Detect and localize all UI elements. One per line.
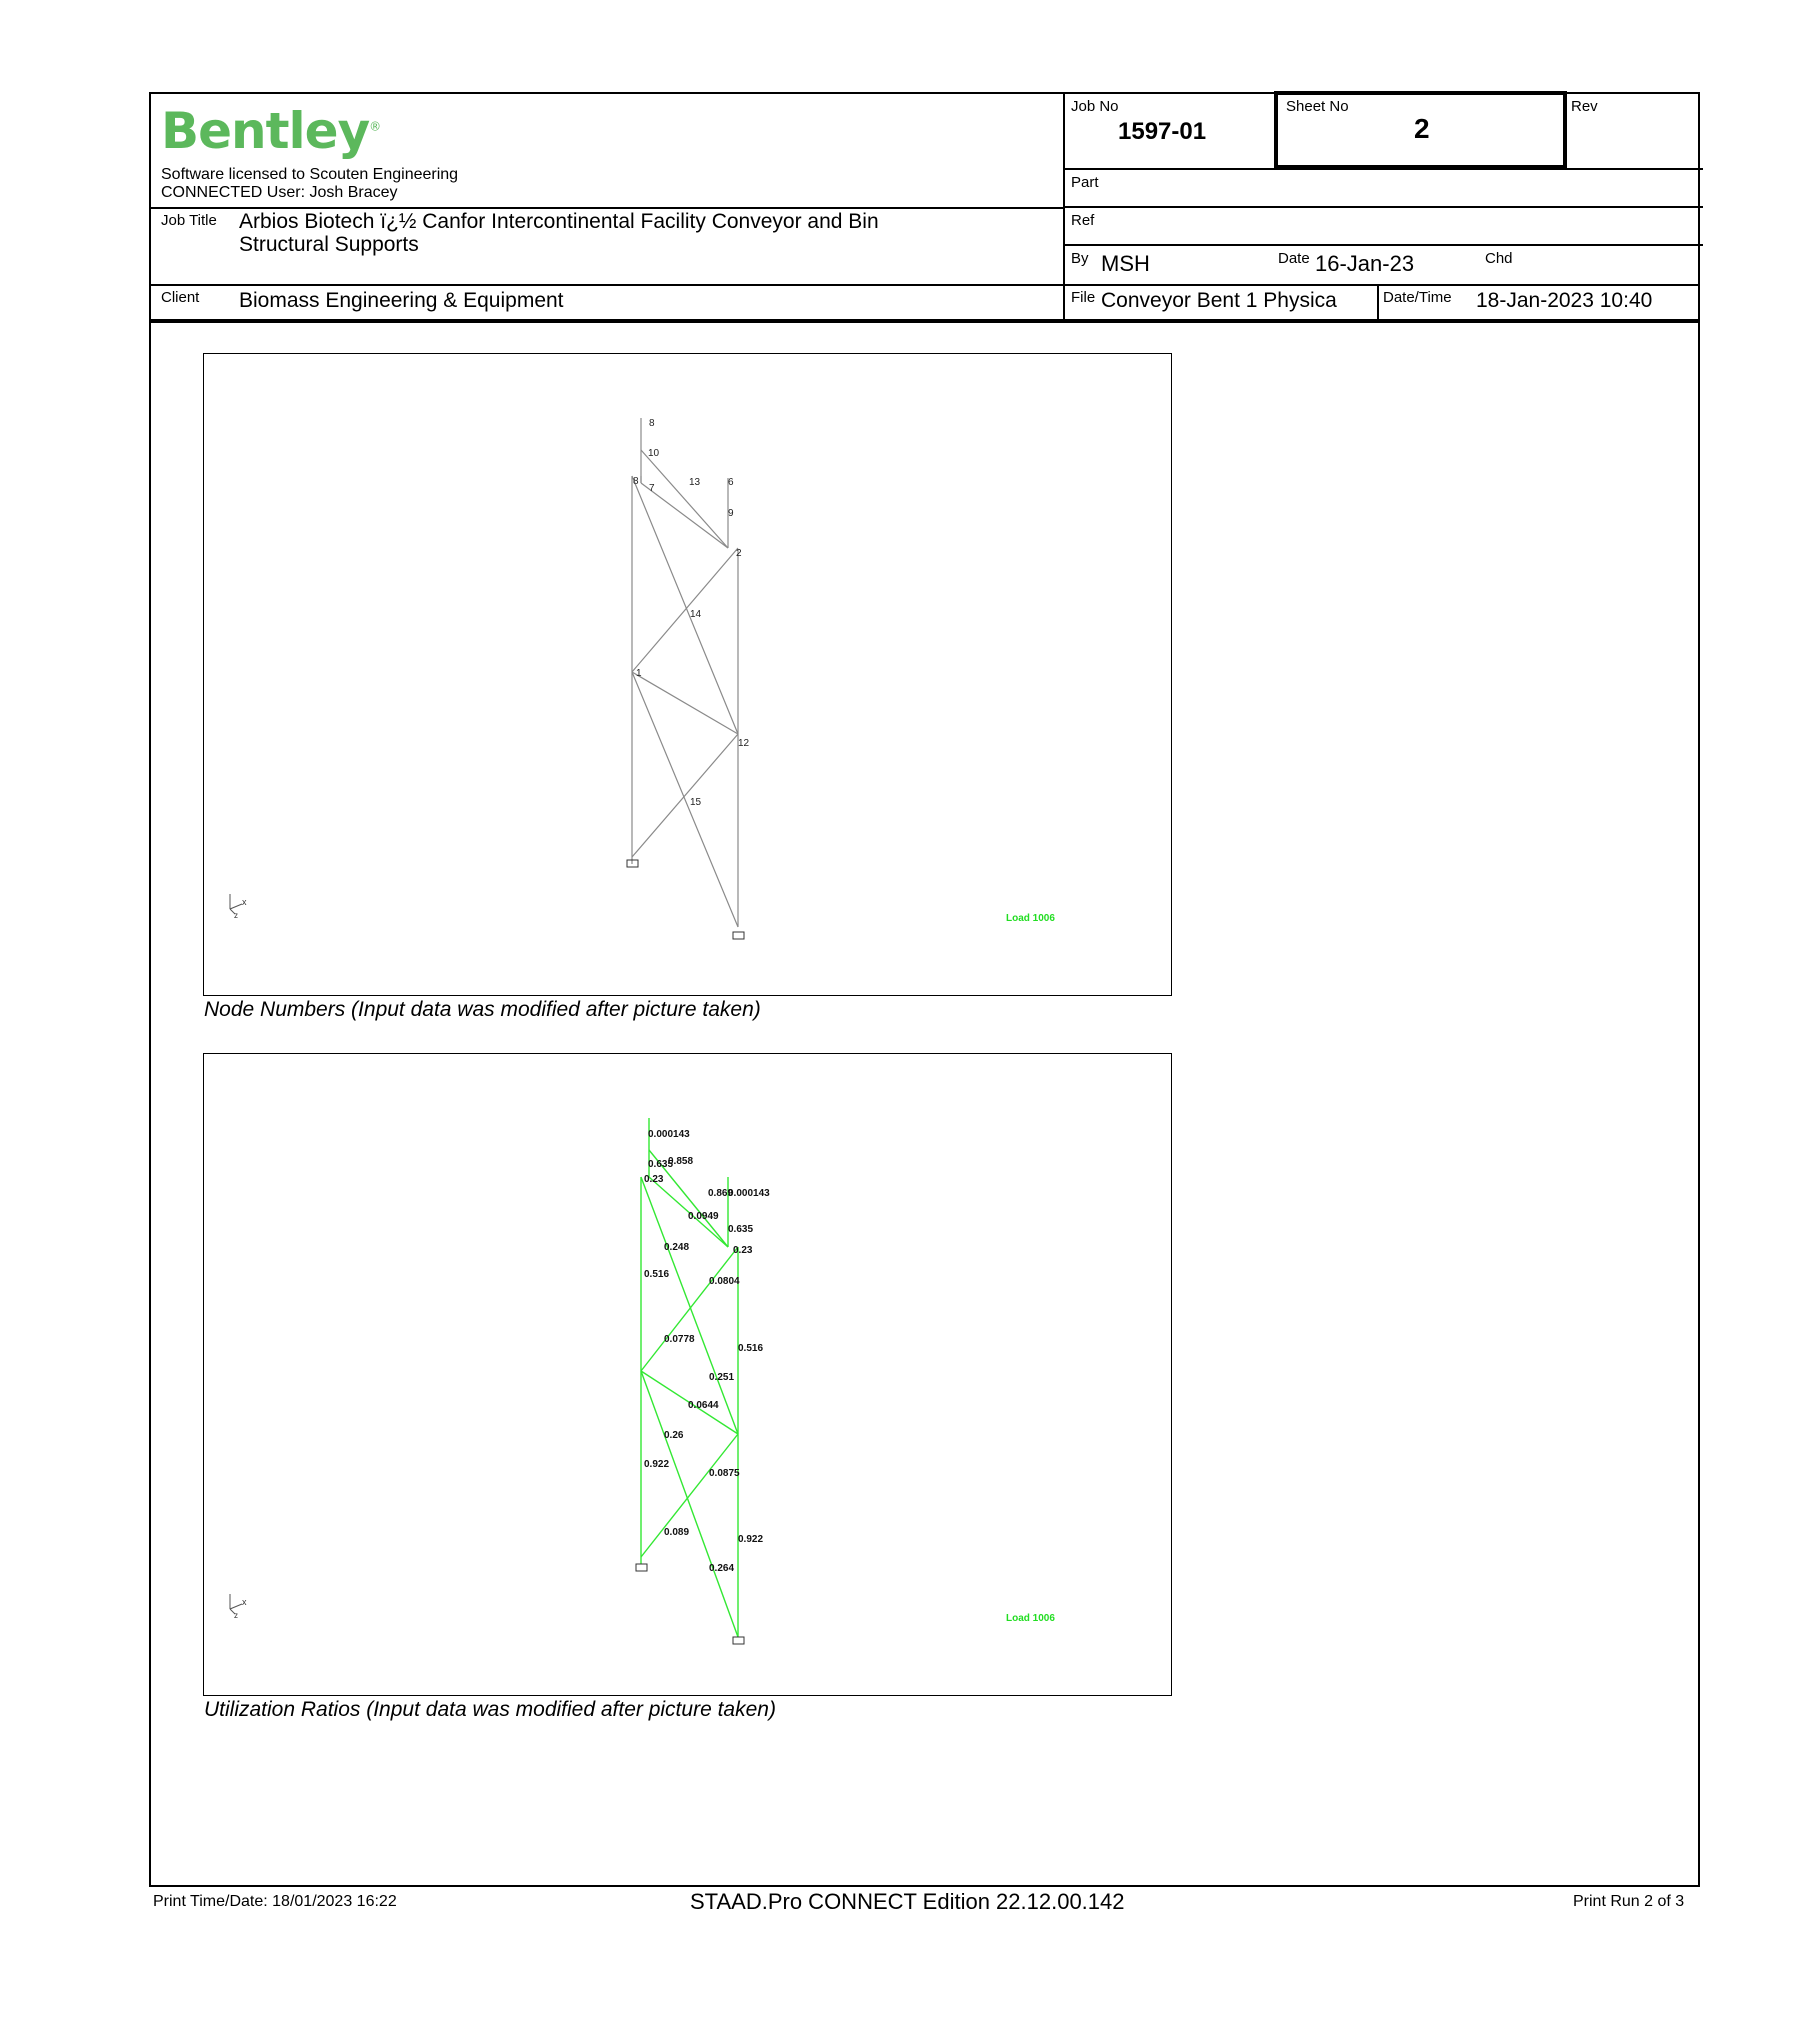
job-title-line: Structural Supports (239, 233, 419, 256)
node-label: 9 (728, 508, 734, 519)
by-label: By (1071, 250, 1089, 267)
node-numbers-figure (203, 353, 1172, 996)
utilization-label: 0.26 (664, 1430, 684, 1441)
utilization-label: 0.516 (738, 1343, 764, 1354)
utilization-label: 0.000143 (728, 1188, 770, 1199)
title-block (151, 94, 1698, 323)
client-value: Biomass Engineering & Equipment (239, 289, 564, 312)
sheet-no-box (1274, 91, 1567, 169)
connected-user: CONNECTED User: Josh Bracey (161, 184, 398, 201)
structure-diagram (204, 354, 1171, 995)
utilization-label: 0.516 (644, 1269, 670, 1280)
date-value: 16-Jan-23 (1315, 251, 1415, 276)
file-value: Conveyor Bent 1 Physica (1101, 289, 1337, 312)
datetime-value: 18-Jan-2023 10:40 (1476, 289, 1653, 312)
file-label: File (1071, 289, 1096, 306)
utilization-label: 0.264 (709, 1563, 735, 1574)
utilization-label: 0.922 (738, 1534, 764, 1545)
axis-x-label: x (242, 1597, 247, 1607)
report-sheet (149, 92, 1700, 1887)
software-edition: STAAD.Pro CONNECT Edition 22.12.00.142 (690, 1889, 1125, 1914)
utilization-label: 0.0949 (688, 1211, 719, 1222)
load-case-label: Load 1006 (1006, 1613, 1055, 1624)
license-line: Software licensed to Scouten Engineering (161, 166, 459, 183)
node-label: 14 (690, 609, 702, 620)
sheet-no-label: Sheet No (1286, 98, 1349, 115)
by-value: MSH (1101, 251, 1150, 276)
node-label: 8 (633, 476, 639, 487)
date-label: Date (1278, 250, 1310, 267)
node-label: 1 (636, 668, 642, 679)
datetime-label: Date/Time (1383, 289, 1452, 306)
utilization-label: 0.0778 (664, 1334, 695, 1345)
job-no: 1597-01 (1118, 118, 1207, 145)
utilization-label: 0.0644 (688, 1400, 719, 1411)
support-symbol (733, 1637, 744, 1644)
node-label: 15 (690, 797, 702, 808)
print-time: Print Time/Date: 18/01/2023 16:22 (153, 1893, 397, 1910)
load-case-label: Load 1006 (1006, 913, 1055, 924)
job-title (239, 210, 879, 256)
utilization-label: 0.922 (644, 1459, 670, 1470)
node-label: 2 (736, 548, 742, 559)
bentley-logo: Bentley® (161, 102, 381, 160)
utilization-label: 0.858 (668, 1156, 694, 1167)
ref-label: Ref (1071, 212, 1095, 229)
utilization-label: 0.635 (648, 1159, 674, 1170)
figure-caption: Node Numbers (Input data was modified after picture taken) (204, 998, 761, 1021)
figure-caption: Utilization Ratios (Input data was modified after picture taken) (204, 1698, 776, 1721)
client-label: Client (161, 289, 200, 306)
node-label: 7 (649, 483, 655, 494)
utilization-label: 0.23 (733, 1245, 753, 1256)
utilization-label: 0.635 (728, 1224, 754, 1235)
rev-label: Rev (1571, 98, 1598, 115)
utilization-label: 0.0875 (709, 1468, 740, 1479)
print-run: Print Run 2 of 3 (1573, 1893, 1685, 1910)
utilization-label: 0.089 (664, 1527, 690, 1538)
checked-label: Chd (1485, 250, 1513, 267)
job-title-line: Arbios Biotech ï¿½ Canfor Intercontinental Facility Conveyor and Bin (239, 210, 879, 233)
utilization-figure (203, 1053, 1172, 1696)
utilization-label: 0.0804 (709, 1276, 740, 1287)
job-title-label: Job Title (161, 212, 217, 229)
node-label: 10 (648, 448, 660, 459)
part-label: Part (1071, 174, 1099, 191)
utilization-label: 0.869 (708, 1188, 734, 1199)
utilization-label: 0.000143 (648, 1129, 690, 1140)
utilization-label: 0.248 (664, 1242, 690, 1253)
support-symbol (733, 932, 744, 939)
axis-x-label: x (242, 897, 247, 907)
node-label: 6 (728, 477, 734, 488)
utilization-label: 0.251 (709, 1372, 735, 1383)
support-symbol (636, 1564, 647, 1571)
license-info (161, 166, 458, 202)
node-label: 12 (738, 738, 750, 749)
axis-z-label: z (234, 1611, 238, 1620)
sheet-no: 2 (1414, 113, 1430, 144)
axis-z-label: z (234, 911, 238, 920)
utilization-label: 0.23 (644, 1174, 664, 1185)
utilization-diagram (204, 1054, 1171, 1695)
job-no-label: Job No (1071, 98, 1119, 115)
node-label: 8 (649, 418, 655, 429)
node-label: 13 (689, 477, 701, 488)
